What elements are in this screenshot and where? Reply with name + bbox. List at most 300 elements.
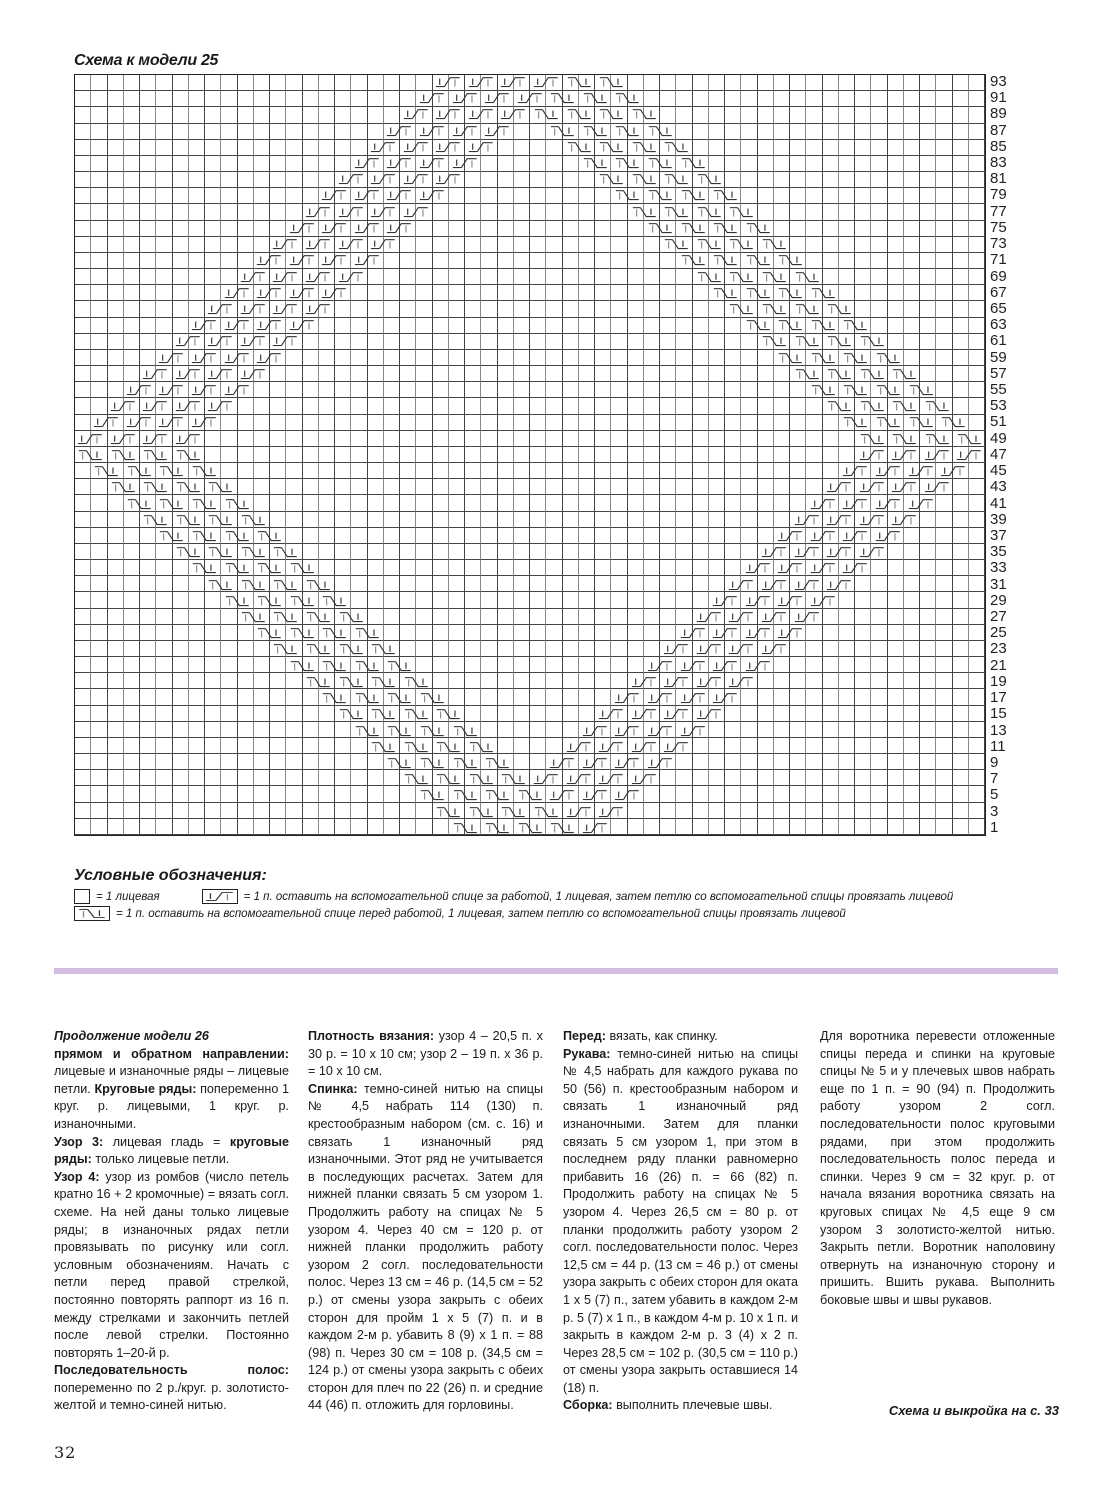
chart-cell [514,544,530,560]
chart-cell [270,447,286,463]
chart-cell [173,382,189,398]
chart-cell [238,221,254,237]
chart-cell [888,786,904,802]
chart-cell [368,447,384,463]
chart-cell [384,237,400,253]
chart-cell [514,479,530,495]
chart-cell [156,75,172,91]
text-column-3 [563,1028,798,1415]
chart-cell [270,754,286,770]
chart-cell [173,463,189,479]
chart-cell [806,334,822,350]
chart-cell [335,609,351,625]
chart-cell [758,398,774,414]
chart-cell [806,819,822,835]
chart-cell [774,447,790,463]
chart-cell [108,156,124,172]
chart-cell [124,415,140,431]
chart-cell [888,382,904,398]
chart-cell [888,269,904,285]
chart-cell [140,318,156,334]
chart-cell [839,609,855,625]
chart-cell [449,269,465,285]
chart-cell [676,172,692,188]
chart-cell [433,91,449,107]
chart-cell [173,609,189,625]
chart-cell [709,285,725,301]
chart-cell [611,237,627,253]
chart-cell [693,140,709,156]
chart-cell [953,512,969,528]
chart-cell [335,479,351,495]
chart-cell [205,528,221,544]
chart-cell [839,673,855,689]
chart-cell [498,431,514,447]
chart-cell [124,673,140,689]
chart-cell [855,382,871,398]
chart-cell [303,544,319,560]
chart-cell [465,803,481,819]
chart-cell [774,204,790,220]
chart-cell [920,431,936,447]
chart-cell [156,253,172,269]
chart-cell [579,706,595,722]
chart-cell [319,366,335,382]
chart-cell [904,447,920,463]
chart-cell [205,350,221,366]
chart-cell [530,350,546,366]
chart-cell [693,463,709,479]
chart-cell [254,754,270,770]
chart-cell [514,172,530,188]
chart-cell [920,221,936,237]
chart-cell [91,657,107,673]
chart-cell [871,431,887,447]
chart-cell [595,673,611,689]
chart-cell [514,366,530,382]
chart-cell [254,382,270,398]
chart-cell [628,140,644,156]
chart-cell [823,722,839,738]
chart-cell [725,803,741,819]
chart-cell [920,592,936,608]
chart-cell [953,528,969,544]
chart-cell [693,722,709,738]
chart-cell [969,754,985,770]
chart-cell [595,479,611,495]
chart-cell [400,673,416,689]
chart-cell [205,495,221,511]
chart-cell [806,350,822,366]
chart-cell [936,156,952,172]
chart-cell [530,253,546,269]
chart-cell [189,447,205,463]
chart-cell [888,609,904,625]
chart-cell [806,91,822,107]
chart-cell [335,770,351,786]
chart-cell [839,641,855,657]
chart-cell [238,285,254,301]
chart-cell [823,544,839,560]
chart-cell [221,366,237,382]
chart-cell [676,754,692,770]
chart-cell [205,253,221,269]
chart-cell [254,689,270,705]
chart-cell [91,75,107,91]
chart-cell [173,576,189,592]
chart-cell [741,641,757,657]
chart-cell [790,431,806,447]
chart-cell [254,334,270,350]
chart-cell [741,350,757,366]
chart-cell [871,269,887,285]
chart-cell [888,75,904,91]
chart-cell [790,786,806,802]
chart-cell [319,156,335,172]
chart-cell [254,706,270,722]
chart-cell [888,431,904,447]
chart-cell [498,544,514,560]
chart-cell [693,221,709,237]
chart-cell [416,641,432,657]
chart-cell [530,819,546,835]
chart-cell [465,689,481,705]
chart-cell [303,786,319,802]
chart-cell [904,204,920,220]
chart-cell [498,609,514,625]
chart-cell [904,576,920,592]
chart-cell [839,592,855,608]
chart-cell [725,301,741,317]
row-label: 31 [990,575,1007,593]
row-label: 13 [990,721,1007,739]
chart-cell [920,754,936,770]
chart-cell [335,156,351,172]
chart-cell [693,819,709,835]
chart-cell [238,398,254,414]
chart-cell [91,495,107,511]
chart-cell [75,334,91,350]
chart-cell [368,188,384,204]
chart-cell [189,786,205,802]
chart-cell [335,463,351,479]
chart-cell [693,318,709,334]
chart-cell [871,819,887,835]
chart-cell [416,172,432,188]
chart-cell [936,124,952,140]
chart-cell [660,285,676,301]
chart-cell [384,544,400,560]
chart-cell [238,204,254,220]
chart-cell [351,770,367,786]
chart-cell [806,786,822,802]
chart-cell [498,463,514,479]
chart-cell [481,819,497,835]
chart-cell [920,689,936,705]
chart-cell [676,188,692,204]
chart-cell [709,754,725,770]
chart-cell [774,528,790,544]
chart-cell [790,592,806,608]
chart-cell [855,253,871,269]
chart-cell [611,657,627,673]
chart-cell [693,237,709,253]
chart-cell [579,754,595,770]
chart-cell [823,689,839,705]
chart-cell [156,738,172,754]
chart-cell [660,495,676,511]
chart-cell [254,463,270,479]
legend-knit-text: = 1 лицевая [96,890,160,903]
chart-cell [498,706,514,722]
chart-cell [335,706,351,722]
chart-cell [481,722,497,738]
chart-cell [91,107,107,123]
chart-cell [173,253,189,269]
chart-cell [514,318,530,334]
chart-cell [741,366,757,382]
chart-cell [758,544,774,560]
chart-cell [400,706,416,722]
chart-cell [286,237,302,253]
row-label: 43 [990,478,1007,496]
chart-cell [75,641,91,657]
chart-cell [514,803,530,819]
chart-cell [303,625,319,641]
chart-cell [351,689,367,705]
chart-cell [709,431,725,447]
chart-cell [91,172,107,188]
chart-cell [660,673,676,689]
chart-cell [579,269,595,285]
chart-cell [498,382,514,398]
chart-cell [514,576,530,592]
chart-cell [449,689,465,705]
chart-cell [75,415,91,431]
chart-cell [644,641,660,657]
chart-cell [628,204,644,220]
chart-cell [676,706,692,722]
chart-cell [108,107,124,123]
chart-cell [498,803,514,819]
chart-cell [774,609,790,625]
chart-cell [91,528,107,544]
chart-cell [189,382,205,398]
row-label: 3 [990,802,999,820]
chart-cell [774,576,790,592]
chart-cell [368,156,384,172]
chart-cell [855,398,871,414]
chart-cell [319,770,335,786]
chart-cell [660,544,676,560]
chart-cell [741,285,757,301]
chart-cell [904,172,920,188]
chart-cell [449,204,465,220]
chart-cell [774,107,790,123]
chart-cell [806,172,822,188]
chart-cell [806,188,822,204]
chart-cell [530,415,546,431]
chart-cell [790,722,806,738]
chart-cell [173,285,189,301]
chart-cell [384,253,400,269]
chart-cell [546,204,562,220]
row-label: 33 [990,559,1007,577]
chart-cell [319,689,335,705]
chart-cell [189,269,205,285]
chart-cell [888,803,904,819]
chart-cell [855,819,871,835]
chart-cell [806,512,822,528]
chart-cell [286,415,302,431]
chart-cell [156,512,172,528]
chart-cell [91,398,107,414]
chart-cell [969,140,985,156]
chart-cell [221,269,237,285]
chart-cell [676,431,692,447]
chart-cell [546,301,562,317]
chart-cell [741,512,757,528]
chart-cell [286,221,302,237]
chart-cell [611,754,627,770]
chart-cell [709,463,725,479]
chart-cell [855,786,871,802]
chart-cell [693,512,709,528]
chart-cell [546,91,562,107]
chart-cell [384,382,400,398]
chart-cell [368,819,384,835]
chart-cell [936,447,952,463]
chart-cell [823,592,839,608]
chart-cell [108,560,124,576]
chart-cell [806,495,822,511]
chart-cell [628,770,644,786]
chart-cell [839,140,855,156]
chart-cell [725,657,741,673]
chart-cell [514,301,530,317]
chart-cell [270,91,286,107]
chart-cell [823,803,839,819]
chart-cell [839,803,855,819]
chart-cell [319,91,335,107]
chart-cell [888,253,904,269]
chart-cell [400,334,416,350]
chart-cell [888,140,904,156]
chart-cell [433,285,449,301]
chart-cell [871,172,887,188]
chart-cell [660,269,676,285]
chart-cell [514,269,530,285]
chart-cell [433,673,449,689]
chart-cell [498,204,514,220]
body-text: попеременно по 2 р./круг. р. золотисто-желтой и темно-синей нитью. [54,1380,289,1413]
body-text: узор из ромбов (число петель кратно 16 + 2 кромочные) = вязать согл. схеме. На ней даны только лицевые ряды; в изнаночных рядах петли провязывать по рисунку или согл. условным обозначениям. Начать с петли перед правой стрелкой, постоянно повторять раппорт из 16 п. между стрелками и закончить петлей после левой стрелки. Постоянно повторять 1–20-й р. [54,1169,289,1360]
chart-cell [709,447,725,463]
chart-cell [270,140,286,156]
chart-cell [156,819,172,835]
chart-cell [124,269,140,285]
chart-cell [758,172,774,188]
chart-cell [579,253,595,269]
chart-cell [254,657,270,673]
chart-cell [920,609,936,625]
chart-cell [124,447,140,463]
chart-cell [823,609,839,625]
chart-cell [173,689,189,705]
chart-cell [400,689,416,705]
row-label: 53 [990,397,1007,415]
chart-cell [433,140,449,156]
chart-cell [221,722,237,738]
chart-cell [91,641,107,657]
chart-cell [758,431,774,447]
chart-cell [676,657,692,673]
chart-cell [351,253,367,269]
chart-cell [855,447,871,463]
chart-cell [303,350,319,366]
chart-cell [839,269,855,285]
chart-cell [530,689,546,705]
chart-cell [286,495,302,511]
chart-cell [920,301,936,317]
chart-cell [108,447,124,463]
chart-cell [595,237,611,253]
chart-cell [790,625,806,641]
chart-cell [774,172,790,188]
chart-cell [790,415,806,431]
chart-cell [400,382,416,398]
chart-cell [91,253,107,269]
chart-cell [855,269,871,285]
chart-cell [709,625,725,641]
chart-cell [758,156,774,172]
chart-cell [351,528,367,544]
chart-cell [936,544,952,560]
chart-cell [823,560,839,576]
chart-cell [953,641,969,657]
chart-cell [920,91,936,107]
chart-cell [855,91,871,107]
chart-cell [579,124,595,140]
chart-cell [400,544,416,560]
chart-cell [416,285,432,301]
chart-cell [628,431,644,447]
chart-cell [709,819,725,835]
chart-cell [904,495,920,511]
chart-cell [189,592,205,608]
chart-cell [189,334,205,350]
chart-cell [156,350,172,366]
chart-cell [238,107,254,123]
chart-cell [286,479,302,495]
chart-cell [205,592,221,608]
chart-cell [725,269,741,285]
chart-cell [790,819,806,835]
chart-cell [75,657,91,673]
chart-cell [904,350,920,366]
chart-cell [546,512,562,528]
chart-cell [936,431,952,447]
chart-cell [75,253,91,269]
chart-cell [205,269,221,285]
chart-cell [449,237,465,253]
row-label: 39 [990,510,1007,528]
chart-cell [465,754,481,770]
chart-cell [774,625,790,641]
chart-cell [530,560,546,576]
chart-cell [498,447,514,463]
chart-cell [774,786,790,802]
